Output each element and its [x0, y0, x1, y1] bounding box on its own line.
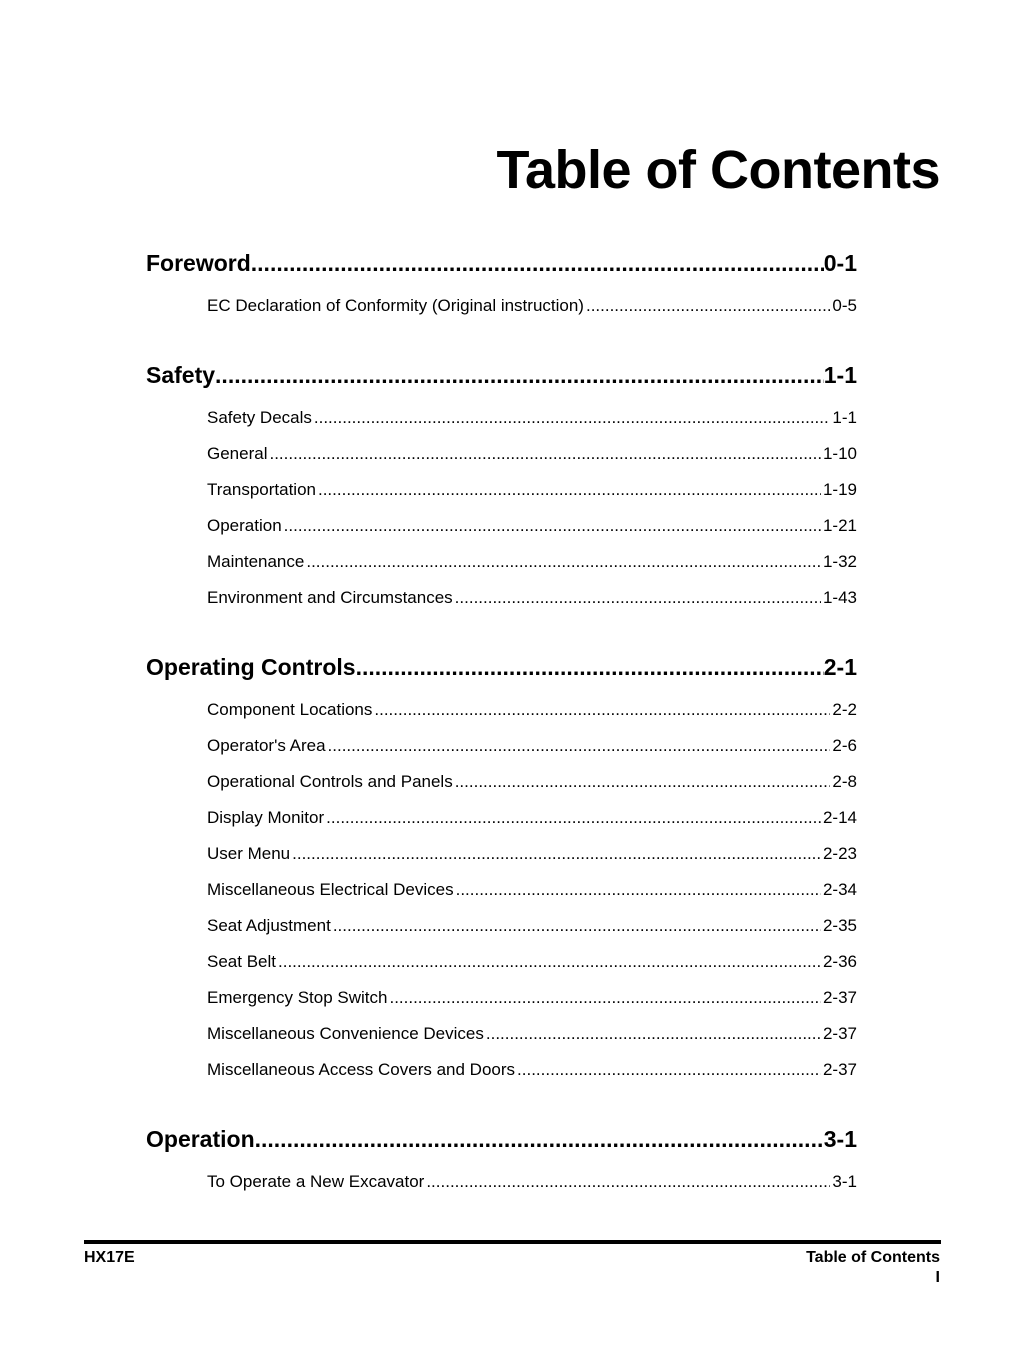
toc-entry-title: Miscellaneous Electrical Devices	[207, 880, 454, 899]
leader-dots	[269, 444, 820, 464]
toc-entry-title: User Menu	[207, 844, 291, 863]
toc-section-page: 3-1	[823, 1126, 857, 1152]
toc-entry[interactable]	[207, 444, 857, 464]
toc-entry-title: Component Locations	[207, 700, 373, 719]
toc-entry[interactable]	[207, 772, 857, 792]
leader-dots	[426, 1172, 830, 1192]
toc-entry[interactable]	[207, 516, 857, 536]
toc-entry[interactable]	[207, 296, 857, 316]
toc-entry-title: EC Declaration of Conformity (Original instruction)	[207, 296, 584, 315]
leader-dots	[586, 296, 830, 316]
toc-entry-title: Operation	[207, 516, 282, 535]
toc-entry[interactable]	[207, 700, 857, 720]
leader-dots	[215, 362, 824, 389]
toc-entry-title: Maintenance	[207, 552, 305, 571]
toc-entry-page: 2-37	[822, 988, 857, 1007]
leader-dots	[328, 736, 831, 756]
toc-section-title: Safety	[146, 362, 216, 388]
toc-entry[interactable]	[207, 1024, 857, 1044]
toc-entry-page: 3-1	[832, 1172, 857, 1191]
toc-section-title: Foreword	[146, 250, 251, 276]
toc-entry[interactable]	[207, 952, 857, 972]
toc-entry-page: 2-37	[822, 1024, 857, 1043]
leader-dots	[455, 588, 821, 608]
leader-dots	[292, 844, 821, 864]
toc-entry[interactable]	[207, 588, 857, 608]
toc-entry-page: 2-34	[822, 880, 857, 899]
leader-dots	[318, 480, 821, 500]
leader-dots	[326, 808, 821, 828]
toc-section-operation[interactable]	[146, 1126, 857, 1153]
toc-section-operating-controls[interactable]	[146, 654, 857, 681]
toc-entry-page: 1-21	[822, 516, 857, 535]
toc-entry-title: General	[207, 444, 268, 463]
leader-dots	[356, 654, 824, 681]
page-title: Table of Contents	[496, 140, 940, 200]
leader-dots	[284, 516, 821, 536]
leader-dots	[314, 408, 831, 428]
toc-section-foreword[interactable]	[146, 250, 857, 277]
toc-entry-page: 2-2	[832, 700, 857, 719]
leader-dots	[251, 250, 824, 277]
toc-section-page: 2-1	[823, 654, 857, 680]
toc-entry-page: 1-19	[822, 480, 857, 499]
toc-entry-page: 2-35	[822, 916, 857, 935]
leader-dots	[389, 988, 821, 1008]
toc-section-title: Operating Controls	[146, 654, 356, 680]
toc-entry[interactable]	[207, 736, 857, 756]
toc-section-page: 0-1	[823, 250, 857, 276]
footer-model: HX17E	[84, 1249, 135, 1266]
leader-dots	[278, 952, 821, 972]
toc-section-page: 1-1	[823, 362, 857, 388]
toc-entry-page: 2-37	[822, 1060, 857, 1079]
footer-section-title: Table of Contents	[806, 1249, 940, 1266]
toc-entry-page: 2-14	[822, 808, 857, 827]
leader-dots	[255, 1126, 824, 1153]
toc-entry-page: 2-8	[832, 772, 857, 791]
toc-entry-title: Transportation	[207, 480, 316, 499]
toc-entry-title: Seat Adjustment	[207, 916, 331, 935]
toc-entry-title: Miscellaneous Access Covers and Doors	[207, 1060, 516, 1079]
toc-entry-page: 2-36	[822, 952, 857, 971]
toc-entry-title: Emergency Stop Switch	[207, 988, 388, 1007]
leader-dots	[517, 1060, 821, 1080]
toc-entry-title: Safety Decals	[207, 408, 312, 427]
leader-dots	[333, 916, 821, 936]
toc-entry-page: 1-32	[822, 552, 857, 571]
toc-entry-title: Miscellaneous Convenience Devices	[207, 1024, 484, 1043]
toc-entry[interactable]	[207, 880, 857, 900]
leader-dots	[306, 552, 821, 572]
toc-entry-title: Display Monitor	[207, 808, 325, 827]
toc-entry-title: Operational Controls and Panels	[207, 772, 453, 791]
toc-entry[interactable]	[207, 1172, 857, 1192]
toc-entry-page: 0-5	[832, 296, 857, 315]
leader-dots	[374, 700, 830, 720]
toc-entry[interactable]	[207, 480, 857, 500]
toc-entry[interactable]	[207, 988, 857, 1008]
toc-entry[interactable]	[207, 844, 857, 864]
toc-section-safety[interactable]	[146, 362, 857, 389]
footer-rule	[84, 1240, 941, 1244]
leader-dots	[456, 880, 821, 900]
toc-entry[interactable]	[207, 916, 857, 936]
toc-entry[interactable]	[207, 552, 857, 572]
footer-page-number: I	[935, 1269, 940, 1286]
toc-entry-page: 1-10	[822, 444, 857, 463]
toc-entry[interactable]	[207, 408, 857, 428]
toc-entry-page: 2-6	[832, 736, 857, 755]
toc-section-title: Operation	[146, 1126, 255, 1152]
toc-entry-page: 1-43	[822, 588, 857, 607]
toc-entry-title: Seat Belt	[207, 952, 276, 971]
leader-dots	[455, 772, 831, 792]
toc-entry-title: To Operate a New Excavator	[207, 1172, 425, 1191]
toc-entry-page: 1-1	[832, 408, 857, 427]
toc-entry[interactable]	[207, 808, 857, 828]
toc-entry-page: 2-23	[822, 844, 857, 863]
leader-dots	[486, 1024, 821, 1044]
toc-entry-title: Operator's Area	[207, 736, 326, 755]
toc-entry[interactable]	[207, 1060, 857, 1080]
toc-entry-title: Environment and Circumstances	[207, 588, 453, 607]
